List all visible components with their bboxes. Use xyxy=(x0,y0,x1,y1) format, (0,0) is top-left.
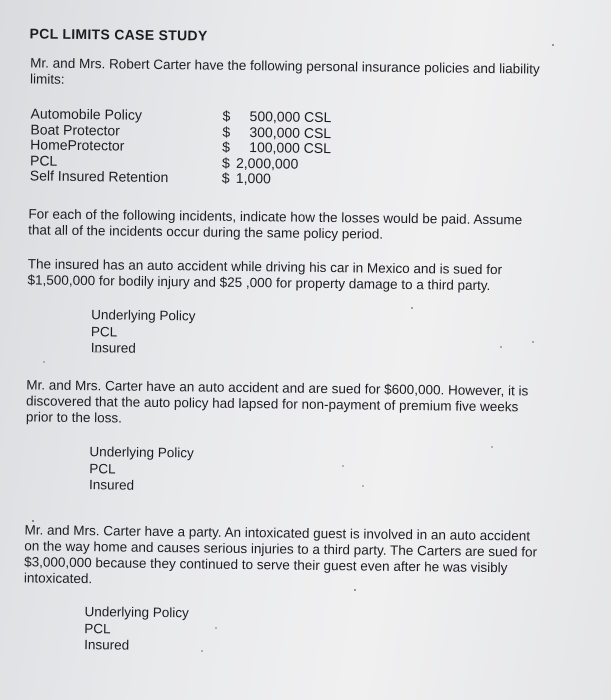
policy-limit: 300,000 CSL xyxy=(249,123,332,141)
pcl-label: PCL xyxy=(84,620,111,636)
policy-row xyxy=(30,168,360,188)
incident-2-answer-lines xyxy=(89,444,194,495)
policy-currency: $ xyxy=(222,138,231,155)
pcl-label: PCL xyxy=(89,460,116,476)
page-title: PCL LIMITS CASE STUDY xyxy=(29,25,208,44)
underlying-policy-label: Underlying Policy xyxy=(89,444,194,461)
incident-3-text: Mr. and Mrs. Carter have a party. An intoxicated guest is involved in an auto accident on the way home and causes serious injuries to a third party. The Carters are sued for $3,000,000 because they continued to serve their guest even after he was visibly intoxicated. xyxy=(23,522,538,587)
incident-2-text: Mr. and Mrs. Carter have an auto accident and are sued for $600,000. However, it is discovered that the auto policy had lapsed for non-payment of premium five weeks prior to the loss. xyxy=(25,377,529,426)
intro-paragraph: Mr. and Mrs. Robert Carter have the following personal insurance policies and liability limits: xyxy=(29,55,540,87)
instructions-paragraph: For each of the following incidents, indicate how the losses would be paid. Assume that all of the incidents occur during the same policy period. xyxy=(28,206,523,242)
policy-limits-table xyxy=(30,106,361,188)
policy-name: Automobile Policy xyxy=(30,105,142,123)
policy-name: HomeProtector xyxy=(30,136,125,154)
policy-limit: 500,000 CSL xyxy=(249,108,332,126)
policy-currency: $ xyxy=(222,123,231,140)
policy-name: PCL xyxy=(29,151,58,169)
policy-name: Self Insured Retention xyxy=(29,167,169,186)
policy-limit: 1,000 xyxy=(235,169,271,187)
underlying-policy-label: Underlying Policy xyxy=(84,604,189,621)
pcl-label: PCL xyxy=(90,323,118,339)
policy-name: Boat Protector xyxy=(30,120,121,138)
insured-label: Insured xyxy=(90,340,136,356)
underlying-policy-label: Underlying Policy xyxy=(91,307,196,324)
incident-3-answer-lines xyxy=(84,604,189,655)
policy-currency: $ xyxy=(222,107,231,124)
incident-1-answer-lines xyxy=(91,307,196,358)
incident-1-text: The insured has an auto accident while driving his car in Mexico and is sued for $1,500,000 for bodily injury and $25 ,000 for property damage to a third party. xyxy=(27,256,503,294)
insured-label: Insured xyxy=(88,477,135,493)
policy-limit: 100,000 CSL xyxy=(249,139,332,157)
policy-currency: $ xyxy=(221,154,230,171)
policy-limit: 2,000,000 xyxy=(235,154,299,172)
policy-currency: $ xyxy=(221,169,230,186)
insured-label: Insured xyxy=(84,637,130,653)
